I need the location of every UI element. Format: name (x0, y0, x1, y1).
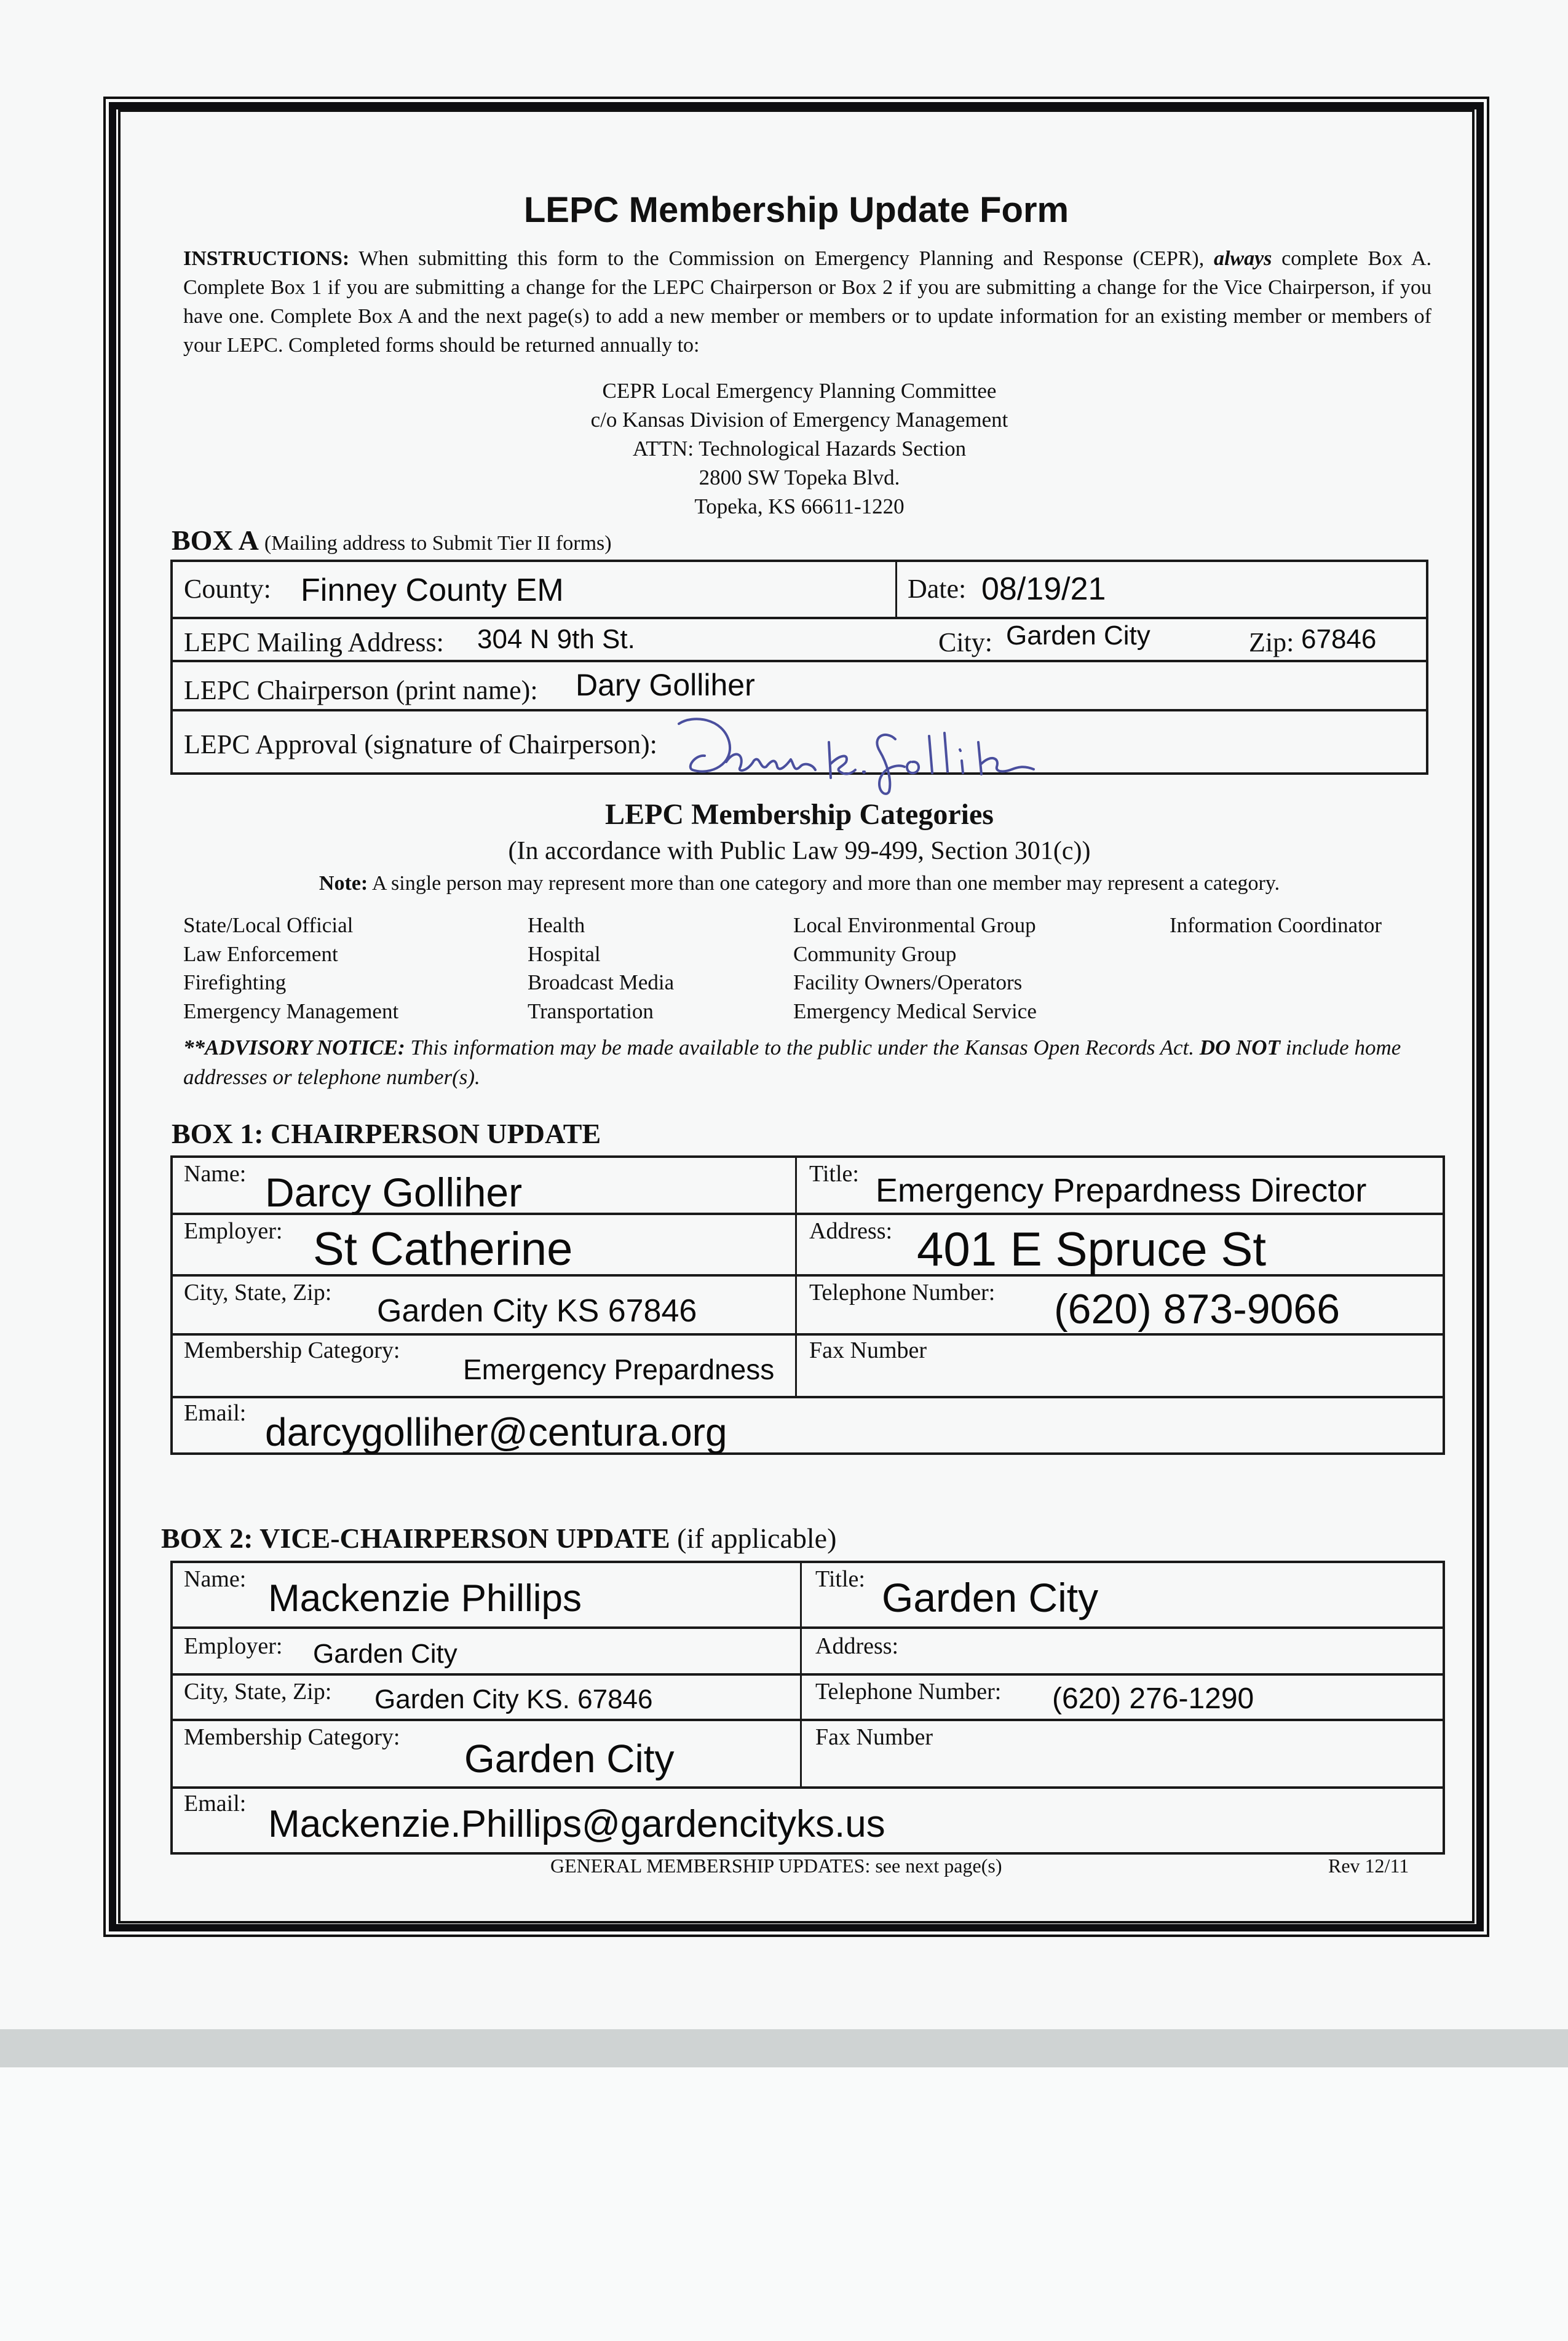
box-1-category-label: Membership Category: (184, 1337, 400, 1363)
box-2-city-state-zip-label: City, State, Zip: (184, 1679, 332, 1705)
signature-stroke (726, 755, 815, 770)
signature-stroke (978, 742, 1034, 774)
county-field[interactable]: Finney County EM (301, 572, 564, 608)
column-divider (800, 1676, 802, 1719)
box-1-employer-label: Employer: (184, 1218, 283, 1244)
return-address-line: CEPR Local Emergency Planning Committee (602, 379, 997, 403)
column-divider (795, 1215, 797, 1274)
box-2-email-field[interactable]: Mackenzie.Phillips@gardencityks.us (268, 1803, 885, 1845)
zip-field[interactable]: 67846 (1301, 624, 1377, 654)
box-2-category-label: Membership Category: (184, 1724, 400, 1750)
box-1-email-field[interactable]: darcygolliher@centura.org (265, 1410, 727, 1454)
box-2-title-label: Title: (815, 1566, 865, 1592)
date-label: Date: (908, 574, 967, 604)
category-item: Law Enforcement (183, 941, 338, 966)
signature-stroke (877, 735, 905, 794)
box-2-title: BOX 2: VICE-CHAIRPERSON UPDATE (161, 1523, 670, 1554)
box-2-row-name (173, 1563, 1443, 1629)
box-2-fax-label: Fax Number (815, 1724, 933, 1750)
signature-stroke (829, 742, 855, 778)
category-item: Health (528, 913, 585, 937)
box-2-note: (if applicable) (677, 1523, 837, 1554)
column-divider (795, 1158, 797, 1213)
instructions-text-1: When submitting this form to the Commission on Emergency Planning and Response (CEPR), (358, 247, 1205, 270)
category-item: Community Group (793, 941, 957, 966)
instructions-paragraph (183, 244, 1431, 360)
box-a-row-approval (173, 711, 1426, 775)
box-2-heading (161, 1522, 836, 1555)
county-label: County: (184, 574, 271, 604)
box-1-title-field[interactable]: Emergency Prepardness Director (876, 1172, 1367, 1209)
instructions-text-2: complete Box A. Complete Box 1 if you are submitting a change for the LEPC Chairperson or Box 2 if you are submitting a change for the Vice Chairperson, if you have one. Complete Box A and the next page(s) to add a new member or members or to update information for an existing member or members of your LEPC. Completed forms should be returned annually to: (183, 247, 1432, 357)
box-1-row-name (173, 1158, 1443, 1215)
box-1-fax-label: Fax Number (809, 1337, 927, 1363)
box-a-table (170, 560, 1428, 775)
box-2-row-employer (173, 1629, 1443, 1676)
general-updates-note: GENERAL MEMBERSHIP UPDATES: see next page(s) (550, 1855, 1002, 1877)
box-2-title-field[interactable]: Garden City (882, 1575, 1099, 1620)
box-1-name-field[interactable]: Darcy Golliher (265, 1170, 523, 1215)
categories-column-3 (793, 911, 1037, 1026)
scanner-edge-strip (0, 2029, 1568, 2067)
mailing-address-label: LEPC Mailing Address: (184, 627, 444, 657)
box-1-employer-field[interactable]: St Catherine (313, 1223, 573, 1275)
category-item: Emergency Medical Service (793, 999, 1037, 1023)
box-a-note: (Mailing address to Submit Tier II forms) (264, 532, 612, 555)
category-item: Facility Owners/Operators (793, 970, 1023, 994)
category-item: Information Coordinator (1170, 913, 1382, 937)
city-label: City: (938, 627, 993, 657)
box-2-telephone-label: Telephone Number: (815, 1679, 1002, 1705)
box-1-row-city (173, 1277, 1443, 1336)
box-2-category-field[interactable]: Garden City (464, 1737, 675, 1781)
box-1-address-label: Address: (809, 1218, 893, 1244)
signature-stroke (907, 762, 919, 773)
approval-label: LEPC Approval (signature of Chairperson): (184, 729, 657, 759)
box-1-name-label: Name: (184, 1161, 247, 1187)
box-a-title: BOX A (172, 525, 258, 556)
box-1-telephone-field[interactable]: (620) 873-9066 (1054, 1286, 1340, 1333)
box-2-table (170, 1561, 1445, 1855)
return-address-line: 2800 SW Topeka Blvd. (699, 465, 900, 489)
box-1-row-category (173, 1336, 1443, 1398)
box-1-email-label: Email: (184, 1400, 247, 1426)
category-item: State/Local Official (183, 913, 354, 937)
box-2-row-category (173, 1721, 1443, 1789)
category-item: Broadcast Media (528, 970, 675, 994)
categories-note-text: A single person may represent more than one category and more than one member may represent a category. (371, 872, 1280, 895)
categories-subtitle: (In accordance with Public Law 99-499, Section 301(c)) (508, 837, 1091, 865)
box-2-row-city (173, 1676, 1443, 1721)
box-1-city-state-zip-label: City, State, Zip: (184, 1280, 332, 1305)
chairperson-signature (668, 705, 1098, 798)
column-divider (800, 1721, 802, 1786)
category-item: Hospital (528, 941, 601, 966)
city-field[interactable]: Garden City (1006, 620, 1150, 651)
categories-column-1 (183, 911, 398, 1026)
advisory-label: **ADVISORY NOTICE: (183, 1036, 405, 1060)
column-divider (800, 1563, 802, 1626)
category-item: Emergency Management (183, 999, 399, 1023)
instructions-label: INSTRUCTIONS: (183, 247, 350, 270)
box-a-heading (172, 524, 612, 557)
advisory-text-after: include home addresses or telephone number(s). (183, 1036, 1401, 1089)
form-title: LEPC Membership Update Form (523, 190, 1069, 230)
signature-stroke (960, 750, 963, 773)
signature-stroke (679, 719, 730, 771)
category-item: Transportation (528, 999, 654, 1023)
signature-stroke (863, 772, 865, 773)
signature-stroke (929, 733, 948, 773)
categories-column-2 (528, 911, 674, 1026)
box-2-name-field[interactable]: Mackenzie Phillips (268, 1577, 582, 1620)
return-address (0, 376, 1568, 521)
box-2-address-label: Address: (815, 1633, 899, 1659)
box-2-employer-label: Employer: (184, 1633, 283, 1659)
box-2-city-state-zip-field[interactable]: Garden City KS. 67846 (374, 1684, 653, 1714)
instructions-emphasis: always (1213, 247, 1272, 270)
box-1-heading: BOX 1: CHAIRPERSON UPDATE (172, 1118, 601, 1149)
advisory-notice (183, 1033, 1431, 1092)
box-1-city-state-zip-field[interactable]: Garden City KS 67846 (377, 1293, 697, 1329)
chairperson-field[interactable]: Dary Golliher (576, 668, 755, 702)
box-1-title-label: Title: (809, 1161, 859, 1187)
box-a-row-chairperson (173, 662, 1426, 711)
box-1-row-email (173, 1398, 1443, 1455)
box-a-row-mailing (173, 619, 1426, 662)
return-address-line: ATTN: Technological Hazards Section (632, 437, 967, 461)
box-2-email-label: Email: (184, 1791, 247, 1816)
revision-label: Rev 12/11 (1328, 1855, 1409, 1877)
column-divider (800, 1629, 802, 1673)
box-1-category-field[interactable]: Emergency Prepardness (463, 1353, 775, 1385)
box-1-address-field[interactable]: 401 E Spruce St (917, 1222, 1267, 1276)
box-1-telephone-label: Telephone Number: (809, 1280, 996, 1305)
category-item: Firefighting (183, 970, 287, 994)
date-field[interactable]: 08/19/21 (981, 571, 1106, 607)
categories-title: LEPC Membership Categories (605, 798, 994, 831)
box-1-row-employer (173, 1215, 1443, 1277)
advisory-text: This information may be made available to the public under the Kansas Open Records Act. (410, 1036, 1194, 1060)
return-address-line: Topeka, KS 66611-1220 (694, 494, 905, 518)
box-2-name-label: Name: (184, 1566, 247, 1592)
column-divider (895, 562, 897, 617)
categories-column-4 (1170, 911, 1382, 940)
return-address-line: c/o Kansas Division of Emergency Management (590, 408, 1008, 432)
advisory-emphasis: DO NOT (1199, 1036, 1280, 1060)
box-1-table (170, 1155, 1445, 1455)
box-2-row-email (173, 1789, 1443, 1855)
categories-note-label: Note: (319, 872, 368, 895)
column-divider (795, 1336, 797, 1396)
categories-note (0, 872, 1568, 895)
box-2-telephone-field[interactable]: (620) 276-1290 (1052, 1682, 1254, 1715)
category-item: Local Environmental Group (793, 913, 1036, 937)
zip-label: Zip: (1249, 627, 1294, 657)
box-2-employer-field[interactable]: Garden City (313, 1639, 457, 1669)
mailing-address-field[interactable]: 304 N 9th St. (477, 624, 635, 654)
box-a-row-county (173, 562, 1426, 619)
chairperson-label: LEPC Chairperson (print name): (184, 675, 538, 705)
column-divider (795, 1277, 797, 1333)
